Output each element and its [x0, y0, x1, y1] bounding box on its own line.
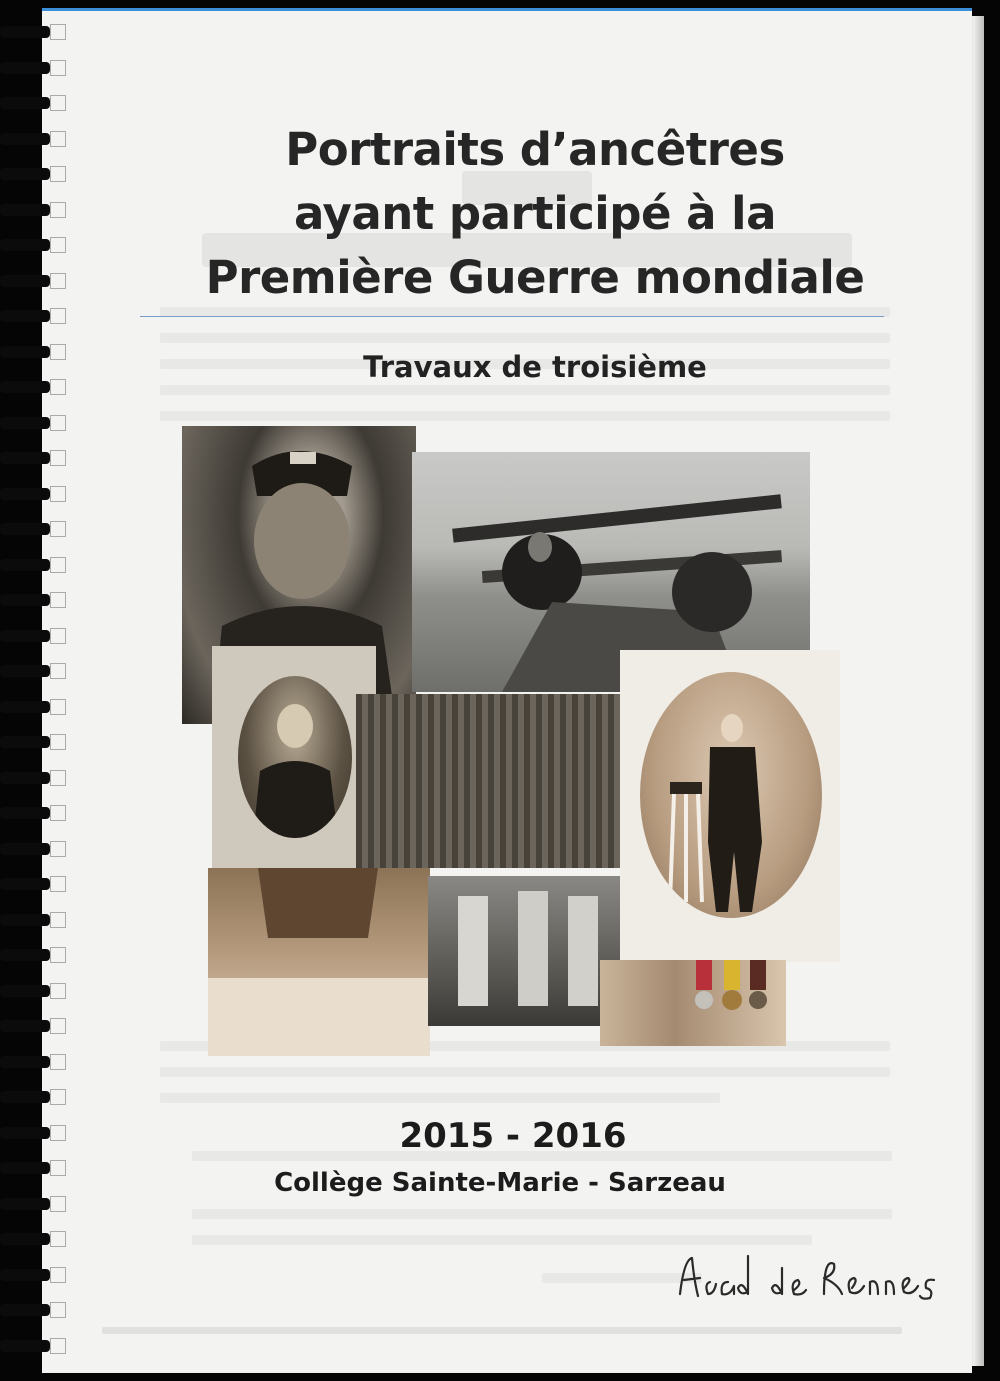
title-line: ayant participé à la: [294, 187, 776, 240]
binding-coil: [0, 131, 64, 147]
binding-coil: [0, 60, 64, 76]
binding-coil: [0, 166, 64, 182]
binding-coil: [0, 1054, 64, 1070]
cover-subtitle: Travaux de troisième: [363, 350, 707, 384]
school-year: 2015 - 2016: [399, 1116, 627, 1156]
binding-coil: [0, 805, 64, 821]
binding-coil: [0, 379, 64, 395]
binding-coil: [0, 663, 64, 679]
photo-medals: [600, 960, 786, 1046]
binding-coil: [0, 415, 64, 431]
cover-title: [100, 118, 970, 310]
photo-regiment-group: [356, 694, 624, 868]
show-through-line: [192, 1235, 812, 1245]
binding-coil: [0, 1338, 64, 1354]
title-line: Portraits d’ancêtres: [285, 123, 785, 176]
title-line: Première Guerre mondiale: [205, 251, 865, 304]
binding-coil: [0, 1089, 64, 1105]
binding-coil: [0, 202, 64, 218]
title-underline: [140, 316, 884, 317]
binding-coil: [0, 95, 64, 111]
show-through-line: [160, 385, 890, 395]
binding-coil: [0, 237, 64, 253]
binding-coil: [0, 1196, 64, 1212]
show-through-footer: [102, 1327, 902, 1334]
binding-coil: [0, 273, 64, 289]
binding-coil: [0, 1302, 64, 1318]
binding-coil: [0, 1231, 64, 1247]
binding-coil: [0, 592, 64, 608]
show-through-line: [160, 1093, 720, 1103]
binding-coil: [0, 1125, 64, 1141]
binding-coil: [0, 486, 64, 502]
photo-soldiers-outdoors: [428, 876, 620, 1026]
show-through-line: [160, 333, 890, 343]
binding-coil: [0, 628, 64, 644]
photo-standing-soldier: [640, 672, 822, 918]
show-through-line: [192, 1209, 892, 1219]
binding-coil: [0, 841, 64, 857]
binding-coil: [0, 344, 64, 360]
binding-coil: [0, 947, 64, 963]
school-name: Collège Sainte-Marie - Sarzeau: [274, 1168, 726, 1198]
photo-hospital-nurses: [208, 868, 430, 1056]
binding-coil: [0, 308, 64, 324]
binding-coil: [0, 1160, 64, 1176]
binding-coil: [0, 1018, 64, 1034]
binding-coil: [0, 450, 64, 466]
binding-coil: [0, 876, 64, 892]
binding-coil: [0, 734, 64, 750]
binding-coil: [0, 1267, 64, 1283]
show-through-line: [160, 411, 890, 421]
show-through-line: [160, 1067, 890, 1077]
binding-coil: [0, 983, 64, 999]
binding-coil: [0, 699, 64, 715]
binding-coil: [0, 24, 64, 40]
handwritten-note: [672, 1250, 942, 1306]
binding-coil: [0, 521, 64, 537]
binding-coil: [0, 557, 64, 573]
photo-soldier-oval-portrait: [238, 676, 352, 838]
binding-coil: [0, 770, 64, 786]
binding-coil: [0, 912, 64, 928]
